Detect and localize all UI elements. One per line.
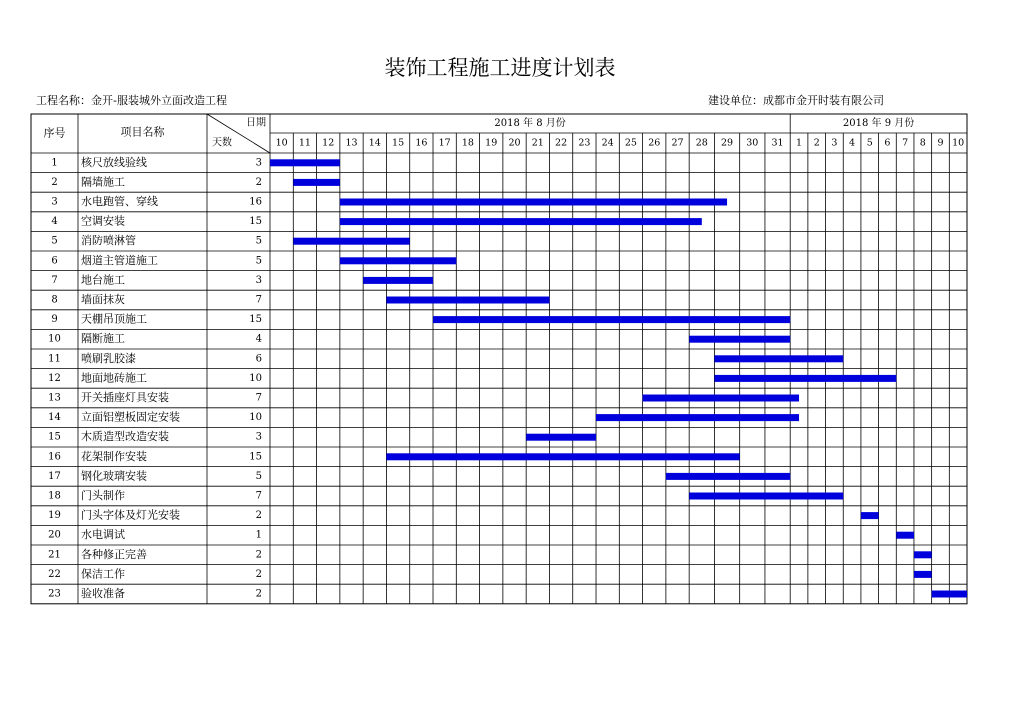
header-days: 天数 (212, 137, 232, 149)
task-name: 各种修正完善 (81, 547, 147, 561)
day-label-aug-29: 29 (721, 137, 734, 149)
task-name: 地面地砖施工 (81, 371, 147, 385)
day-label-aug-30: 30 (746, 137, 759, 149)
day-label-aug-24: 24 (601, 137, 614, 149)
task-name: 空调安装 (81, 214, 125, 228)
task-bar (293, 238, 409, 245)
day-label-aug-11: 11 (298, 137, 311, 149)
task-seq: 3 (51, 196, 58, 208)
day-label-aug-31: 31 (771, 137, 784, 149)
task-days: 3 (255, 157, 262, 169)
task-days: 16 (249, 196, 262, 208)
day-label-sep-1: 1 (796, 137, 803, 149)
task-days: 2 (255, 510, 262, 522)
task-days: 3 (255, 431, 262, 443)
task-seq: 4 (51, 216, 58, 228)
task-bar (526, 434, 596, 441)
task-days: 4 (255, 333, 262, 345)
task-name: 开关插座灯具安装 (81, 391, 169, 404)
task-seq: 5 (51, 235, 58, 247)
day-label-aug-13: 13 (345, 137, 358, 149)
task-bar (340, 218, 702, 225)
task-days: 5 (255, 255, 262, 267)
task-bar (932, 591, 967, 598)
task-name: 墙面抹灰 (81, 293, 125, 306)
task-seq: 10 (48, 333, 61, 345)
task-bar (363, 277, 433, 284)
task-name: 隔墙施工 (81, 175, 125, 189)
day-label-aug-14: 14 (368, 137, 381, 149)
task-seq: 9 (51, 314, 58, 326)
day-label-sep-2: 2 (813, 137, 820, 149)
day-label-sep-10: 10 (952, 137, 965, 149)
task-seq: 16 (48, 451, 61, 463)
day-label-sep-9: 9 (937, 137, 944, 149)
task-name: 水电跑管、穿线 (81, 195, 158, 208)
header-month-sep: 2018 年 9 月份 (842, 118, 915, 129)
task-seq: 13 (48, 392, 61, 404)
day-label-aug-12: 12 (322, 137, 335, 149)
header-name: 项目名称 (120, 125, 165, 139)
task-days: 7 (255, 490, 262, 502)
day-label-aug-15: 15 (392, 137, 405, 149)
task-days: 7 (255, 392, 262, 404)
task-seq: 19 (48, 510, 61, 522)
day-label-aug-16: 16 (415, 137, 428, 149)
task-bar (861, 512, 879, 519)
task-name: 天棚吊顶施工 (81, 312, 147, 326)
task-name: 消防喷淋管 (81, 234, 136, 248)
header-month-aug: 2018 年 8 月份 (494, 118, 566, 129)
task-days: 5 (255, 470, 262, 482)
task-seq: 1 (51, 157, 58, 169)
task-days: 2 (255, 568, 262, 580)
day-label-sep-6: 6 (884, 137, 891, 149)
task-seq: 14 (48, 412, 61, 424)
task-days: 2 (255, 549, 262, 561)
day-label-sep-7: 7 (902, 137, 909, 149)
task-days: 5 (255, 235, 262, 247)
header-seq: 序号 (43, 126, 66, 140)
task-name: 立面铝塑板固定安装 (81, 410, 180, 424)
task-days: 15 (249, 314, 262, 326)
day-label-aug-25: 25 (624, 137, 637, 149)
day-label-aug-23: 23 (578, 137, 591, 149)
task-name: 木质造型改造安装 (81, 430, 169, 444)
task-seq: 7 (51, 274, 58, 286)
task-bar (293, 179, 340, 186)
task-bar (340, 199, 727, 206)
task-days: 15 (249, 216, 262, 228)
task-name: 保洁工作 (81, 567, 125, 581)
task-seq: 2 (51, 176, 58, 188)
task-days: 2 (255, 176, 262, 188)
task-name: 隔断施工 (81, 332, 125, 346)
task-bar (896, 532, 914, 539)
task-bar (270, 159, 340, 166)
day-label-aug-18: 18 (461, 137, 474, 149)
task-seq: 21 (48, 549, 61, 561)
task-bar (689, 336, 790, 343)
task-bar (689, 493, 843, 500)
task-days: 1 (255, 529, 262, 541)
task-name: 门头字体及灯光安装 (81, 508, 180, 522)
task-days: 7 (255, 294, 262, 306)
task-days: 6 (255, 353, 262, 365)
task-name: 核尺放线验线 (81, 155, 147, 169)
task-name: 钢化玻璃安装 (81, 469, 147, 483)
task-days: 3 (255, 274, 262, 286)
task-days: 2 (255, 588, 262, 600)
day-label-aug-20: 20 (508, 137, 521, 149)
task-name: 喷刷乳胶漆 (81, 351, 136, 365)
task-seq: 6 (51, 255, 58, 267)
header-date: 日期 (246, 117, 266, 129)
task-name: 烟道主管道施工 (81, 253, 158, 267)
task-seq: 12 (48, 372, 61, 384)
task-bar (596, 414, 799, 421)
task-bar (386, 297, 549, 304)
task-bar (643, 395, 799, 402)
day-label-aug-21: 21 (531, 137, 544, 149)
task-bar (914, 571, 932, 578)
task-seq: 15 (48, 431, 61, 443)
task-bar (666, 473, 790, 480)
task-bar (433, 316, 790, 323)
task-name: 地台施工 (81, 273, 125, 287)
task-days: 10 (249, 412, 262, 424)
day-label-aug-28: 28 (695, 137, 708, 149)
task-seq: 23 (48, 588, 61, 600)
day-label-sep-8: 8 (919, 137, 926, 149)
task-seq: 18 (48, 490, 61, 502)
task-seq: 11 (48, 353, 61, 365)
task-bar (386, 453, 739, 460)
day-label-aug-17: 17 (438, 137, 451, 149)
task-name: 门头制作 (81, 489, 125, 502)
task-bar (714, 355, 843, 362)
task-bar (340, 257, 456, 264)
task-seq: 20 (48, 529, 61, 541)
task-seq: 8 (51, 294, 58, 306)
page-title: 装饰工程施工进度计划表 (384, 56, 616, 80)
day-label-sep-5: 5 (866, 137, 873, 149)
day-label-aug-22: 22 (555, 137, 568, 149)
day-label-aug-19: 19 (485, 137, 498, 149)
task-name: 水电调试 (81, 528, 125, 542)
task-days: 15 (249, 451, 262, 463)
task-name: 花架制作安装 (81, 449, 147, 463)
day-label-aug-27: 27 (671, 137, 684, 149)
task-seq: 22 (48, 568, 61, 580)
day-label-aug-10: 10 (275, 137, 288, 149)
builder-name: 建设单位：成都市金开时装有限公司 (708, 94, 884, 107)
task-days: 10 (249, 372, 262, 384)
project-name: 工程名称：金开-服装城外立面改造工程 (36, 94, 227, 107)
day-label-aug-26: 26 (648, 137, 661, 149)
task-bar (914, 551, 932, 558)
task-seq: 17 (48, 470, 61, 482)
task-name: 验收准备 (81, 587, 125, 600)
day-label-sep-4: 4 (849, 137, 856, 149)
day-label-sep-3: 3 (831, 137, 838, 149)
task-bar (714, 375, 896, 382)
